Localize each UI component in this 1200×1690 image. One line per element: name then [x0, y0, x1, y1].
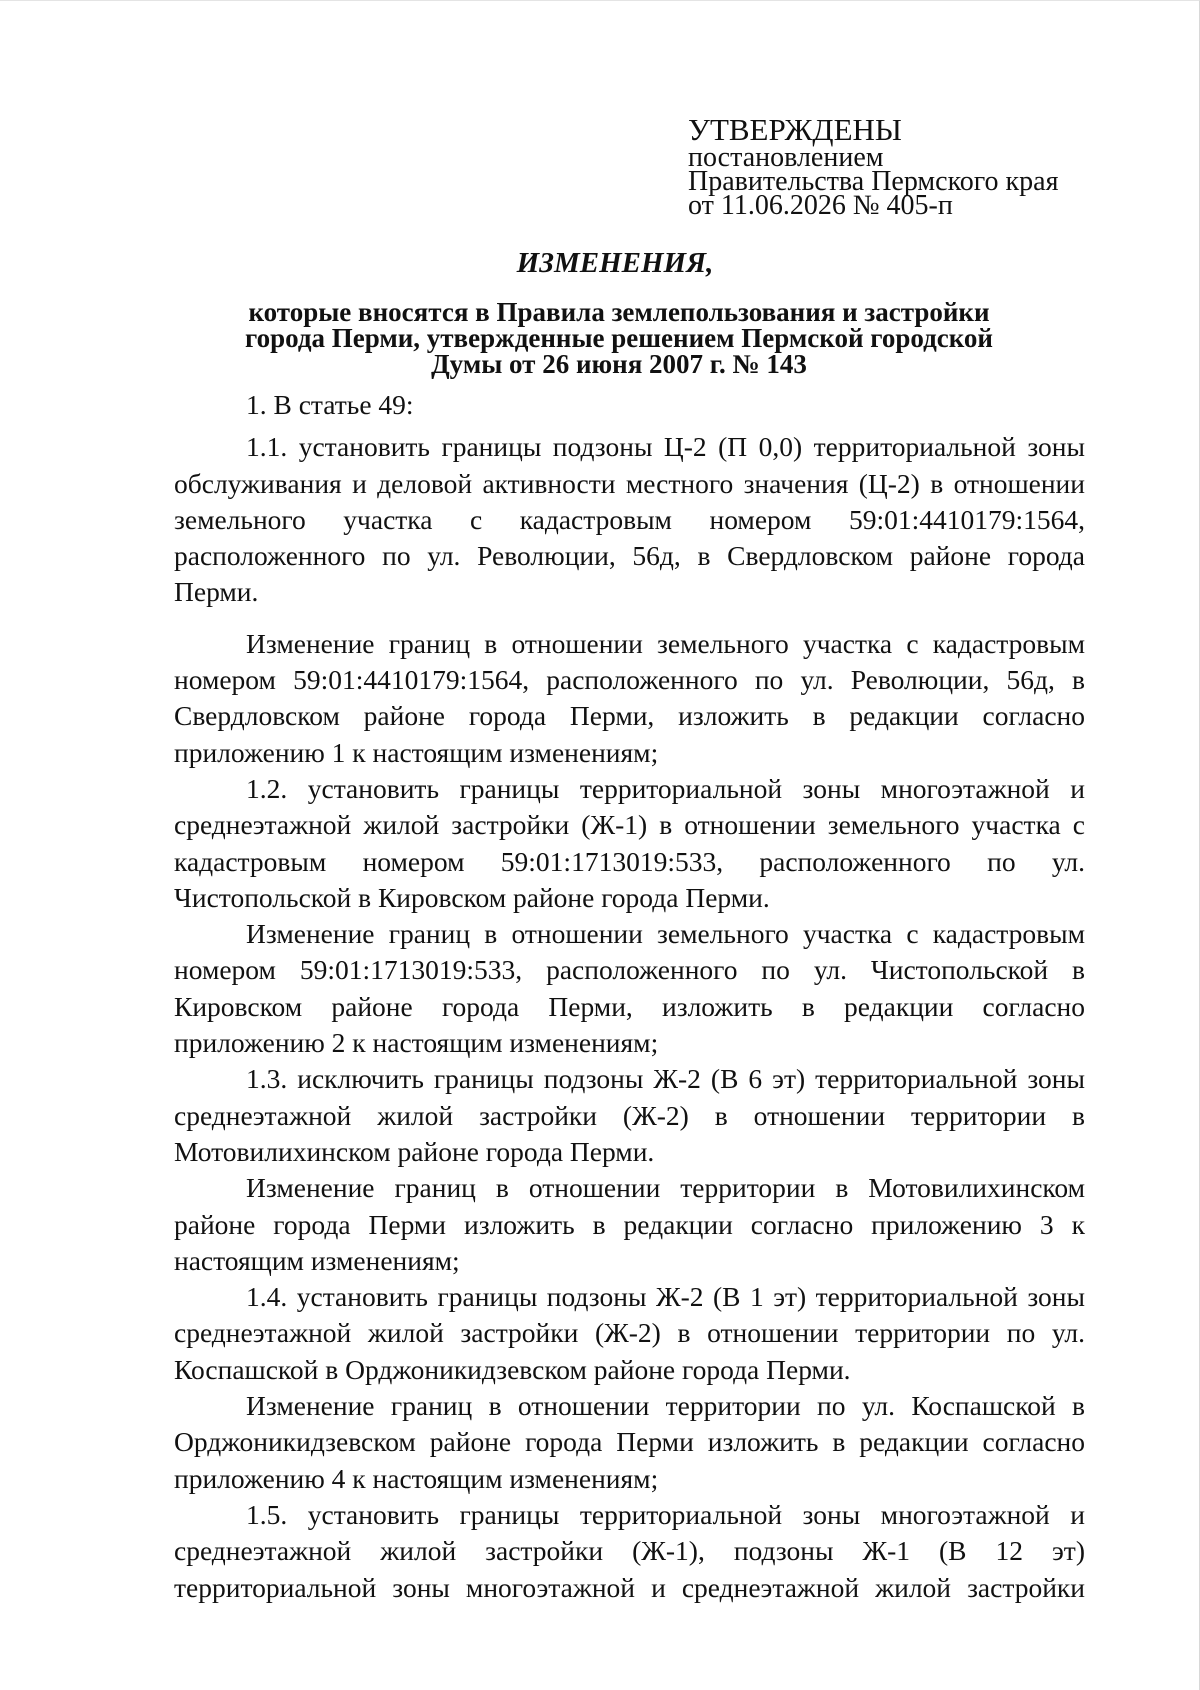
paragraph: 1.2. установить границы территориальной зоны многоэтажной и среднеэтажной жилой застройки (Ж-1) в отношении земельного участка с кадастровым номером 59:01:1713019:533, расположенного по ул. Чистопольской в Кировском районе города Перми.	[174, 772, 1085, 913]
approval-stamp	[688, 112, 1059, 221]
document-title	[0, 247, 1200, 377]
subtitle-line: города Перми, утвержденные решением Пермской городской	[245, 323, 993, 353]
paragraph: 1. В статье 49:	[246, 389, 414, 420]
subtitle-line: которые вносятся в Правила землепользования и застройки	[248, 297, 990, 327]
title-subtitle	[38, 299, 1200, 377]
paragraph: 1.5. установить границы территориальной зоны многоэтажной и среднеэтажной жилой застройки (Ж-1), подзоны Ж-1 (В 12 эт) территориальной зоны многоэтажной и среднеэтажной жилой застройки	[174, 1498, 1085, 1603]
subtitle-line: Думы от 26 июня 2007 г. № 143	[431, 349, 807, 379]
paragraph: 1.4. установить границы подзоны Ж-2 (В 1 эт) территориальной зоны среднеэтажной жилой застройки (Ж-2) в отношении территории по ул. Коспашской в Орджоникидзевском районе города Перми.	[174, 1281, 1085, 1385]
approval-line: Правительства Пермского края	[688, 166, 1059, 197]
paragraph: Изменение границ в отношении земельного участка с кадастровым номером 59:01:1713019:533, расположенного по ул. Чистопольской в Кировском районе города Перми, изложить в редакции согласно приложению 2 к настоящим изменениям;	[174, 918, 1085, 1059]
paragraph: Изменение границ в отношении земельного участка с кадастровым номером 59:01:4410179:1564, расположенного по ул. Революции, 56д, в Свердловском районе города Перми, изложить в редакции согласно приложению 1 к настоящим изменениям;	[174, 627, 1085, 768]
approval-heading: УТВЕРЖДЕНЫ	[688, 112, 902, 147]
document-body	[174, 387, 1085, 1606]
paragraph: Изменение границ в отношении территории по ул. Коспашской в Орджоникидзевском районе города Перми изложить в редакции согласно приложению 4 к настоящим изменениям;	[174, 1390, 1085, 1494]
approval-line: постановлением	[688, 142, 884, 173]
title-main: ИЗМЕНЕНИЯ,	[516, 247, 714, 279]
paragraph: 1.1. установить границы подзоны Ц-2 (П 0,0) территориальной зоны обслуживания и деловой активности местного значения (Ц-2) в отношении земельного участка с кадастровым номером 59:01:4410179:1564, расположенного по ул. Революции, 56д, в Свердловском районе города Перми.	[174, 431, 1085, 608]
approval-line: от 11.06.2026 № 405-п	[688, 190, 953, 221]
paragraph: Изменение границ в отношении территории в Мотовилихинском районе города Перми изложить в редакции согласно приложению 3 к настоящим изменениям;	[174, 1172, 1085, 1276]
paragraph: 1.3. исключить границы подзоны Ж-2 (В 6 эт) территориальной зоны среднеэтажной жилой застройки (Ж-2) в отношении территории в Мотовилихинском районе города Перми.	[174, 1063, 1085, 1167]
